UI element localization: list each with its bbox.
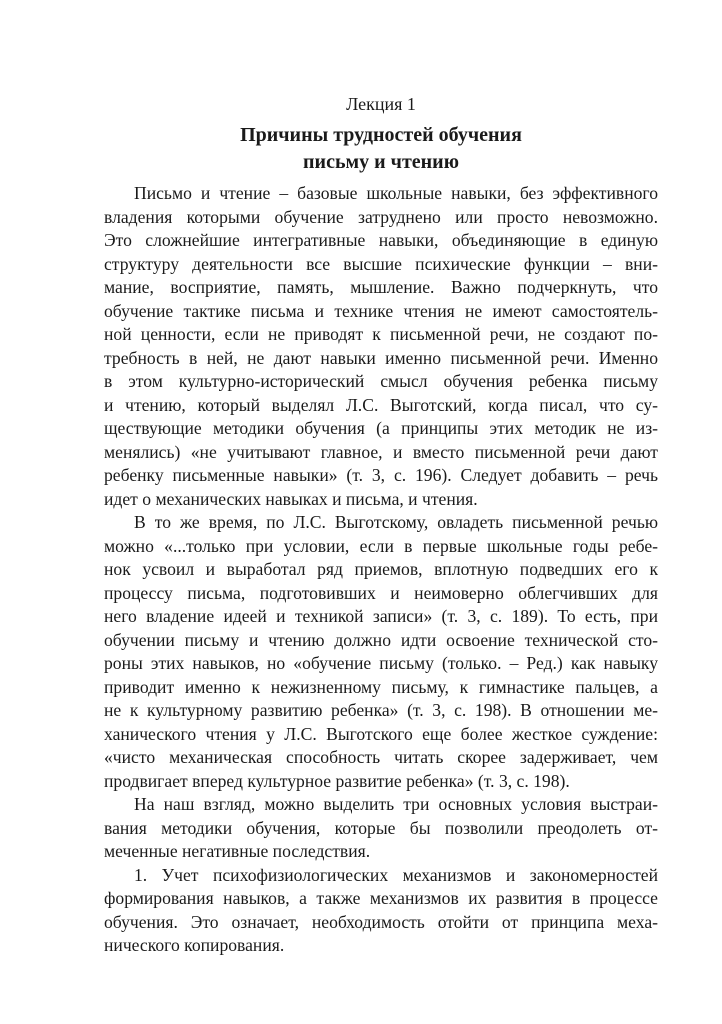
text-line: требность в ней, не дают навыки именно письменной речи. Именно bbox=[104, 347, 658, 368]
title-line: письму и чтению bbox=[303, 151, 459, 173]
text-line: продвигает вперед культурное развитие ребенка» (т. 3, с. 198). bbox=[104, 770, 570, 791]
paragraph bbox=[104, 182, 658, 511]
text-line: в этом культурно-исторический смысл обучения ребенка письму bbox=[104, 371, 658, 391]
lecture-title bbox=[104, 122, 658, 176]
text-line: На наш взгляд, можно выделить три основных условия выстраи- bbox=[134, 794, 658, 814]
text-line: не к культурному развитию ребенка» (т. 3, с. 198). В отношении ме- bbox=[104, 700, 658, 720]
text-line: него владение идеей и техникой записи» (т. 3, с. 189). То есть, при bbox=[104, 606, 658, 626]
text-line: «чисто механическая способность читать скорее задерживает, чем bbox=[104, 747, 658, 767]
text-line: ханического чтения у Л.С. Выготского еще более жесткое суждение: bbox=[104, 723, 658, 744]
text-line: ществующие методики обучения (а принципы этих методик не из- bbox=[104, 418, 658, 438]
text-line: Письмо и чтение – базовые школьные навыки, без эффективного bbox=[134, 183, 658, 203]
text-line: обучения. Это означает, необходимость отойти от принципа меха- bbox=[104, 911, 658, 932]
text-line: можно «...только при условии, если в первые школьные годы ребе- bbox=[104, 535, 658, 556]
title-line: Причины трудностей обучения bbox=[240, 124, 522, 146]
text-line: 1. Учет психофизиологических механизмов и закономерностей bbox=[134, 864, 658, 885]
text-line: ребенку письменные навыки» (т. 3, с. 196). Следует добавить – речь bbox=[104, 465, 658, 485]
text-line: ной ценности, если не приводят к письменной речи, не создают по- bbox=[104, 324, 658, 344]
text-line: идет о механических навыках и письма, и чтения. bbox=[104, 488, 478, 509]
paragraph bbox=[104, 864, 658, 958]
text-line: нок усвоил и выработал ряд приемов, вплотную подведших его к bbox=[104, 559, 658, 579]
text-line: структуру деятельности все высшие психические функции – вни- bbox=[104, 253, 658, 274]
text-line: формирования навыков, а также механизмов их развития в процессе bbox=[104, 888, 658, 908]
text-line: вания методики обучения, которые бы позволили преодолеть от- bbox=[104, 817, 658, 838]
text-line: меченные негативные последствия. bbox=[104, 841, 371, 861]
lecture-label: Лекция 1 bbox=[346, 94, 416, 114]
text-line: нического копирования. bbox=[104, 935, 285, 955]
paragraph bbox=[104, 793, 658, 864]
text-line: Это сложнейшие интегративные навыки, объединяющие в единую bbox=[104, 230, 658, 250]
text-line: менялись) «не учитывают главное, и вместо письменной речи дают bbox=[104, 441, 658, 462]
text-line: обучение тактике письма и технике чтения не имеют самостоятель- bbox=[104, 300, 658, 321]
text-line: и чтению, который выделял Л.С. Выготский, когда писал, что су- bbox=[104, 394, 658, 415]
text-line: владения которыми обучение затруднено или просто невозможно. bbox=[104, 206, 658, 227]
text-line: мание, восприятие, память, мышление. Важно подчеркнуть, что bbox=[104, 277, 658, 297]
text-line: обучении письму и чтению должно идти освоение технической сто- bbox=[104, 629, 658, 650]
document-page bbox=[104, 92, 658, 958]
body-text bbox=[104, 182, 658, 958]
text-line: приводит именно к нежизненному письму, к гимнастике пальцев, а bbox=[104, 676, 658, 697]
text-line: роны этих навыков, но «обучение письму (только. – Ред.) как навыку bbox=[104, 653, 658, 673]
paragraph bbox=[104, 511, 658, 793]
text-line: В то же время, по Л.С. Выготскому, овладеть письменной речью bbox=[134, 512, 658, 532]
text-line: процессу письма, подготовивших и неимоверно облегчивших для bbox=[104, 582, 658, 603]
